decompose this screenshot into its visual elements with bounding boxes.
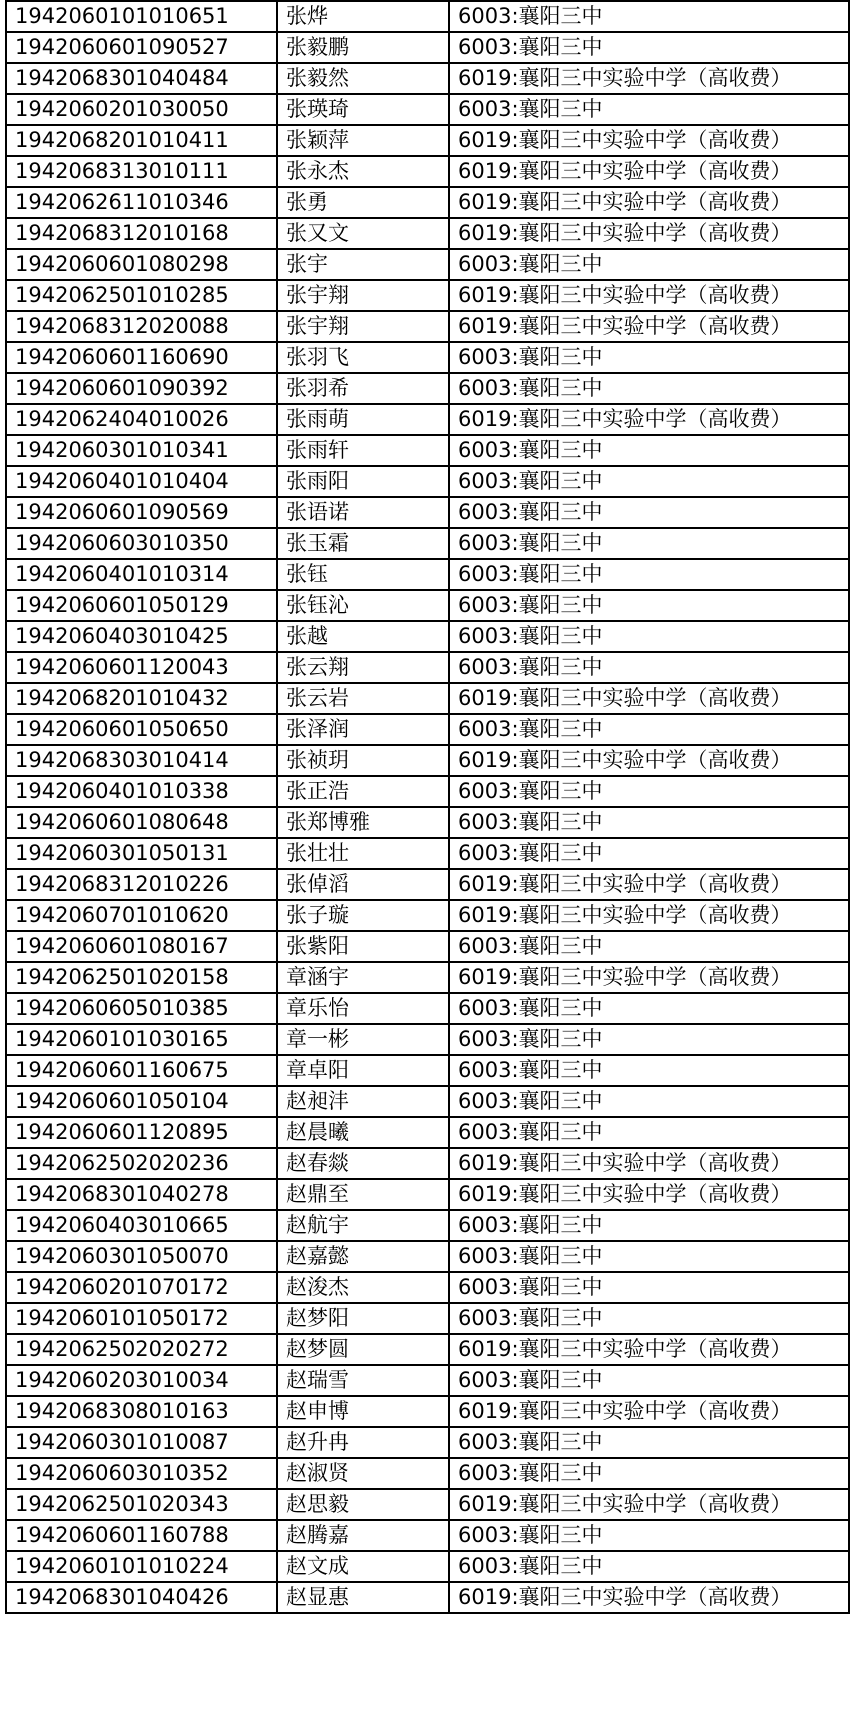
school-cell: 6019:襄阳三中实验中学（高收费） (449, 218, 849, 249)
student-id-cell: 1942062501020158 (6, 962, 277, 993)
student-name-cell: 张玉霜 (277, 528, 449, 559)
table-row (6, 249, 849, 280)
school-cell: 6003:襄阳三中 (449, 621, 849, 652)
table-row (6, 900, 849, 931)
student-id-cell: 1942062404010026 (6, 404, 277, 435)
school-cell: 6003:襄阳三中 (449, 435, 849, 466)
student-id-cell: 1942060601160675 (6, 1055, 277, 1086)
table-row (6, 1055, 849, 1086)
student-name-cell: 赵鼎至 (277, 1179, 449, 1210)
student-name-cell: 张祯玥 (277, 745, 449, 776)
school-cell: 6003:襄阳三中 (449, 1117, 849, 1148)
school-cell: 6019:襄阳三中实验中学（高收费） (449, 1396, 849, 1427)
school-cell: 6003:襄阳三中 (449, 342, 849, 373)
table-row (6, 559, 849, 590)
table-row (6, 993, 849, 1024)
student-id-cell: 1942068301040278 (6, 1179, 277, 1210)
student-name-cell: 张羽希 (277, 373, 449, 404)
school-cell: 6003:襄阳三中 (449, 1303, 849, 1334)
student-name-cell: 张正浩 (277, 776, 449, 807)
student-name-cell: 赵文成 (277, 1551, 449, 1582)
table-row (6, 1365, 849, 1396)
school-cell: 6019:襄阳三中实验中学（高收费） (449, 962, 849, 993)
school-cell: 6003:襄阳三中 (449, 1055, 849, 1086)
student-id-cell: 1942060601050104 (6, 1086, 277, 1117)
student-name-cell: 张钰沁 (277, 590, 449, 621)
school-cell: 6003:襄阳三中 (449, 931, 849, 962)
table-row (6, 1210, 849, 1241)
student-id-cell: 1942060203010034 (6, 1365, 277, 1396)
student-name-cell: 赵升冉 (277, 1427, 449, 1458)
table-row (6, 776, 849, 807)
school-cell: 6003:襄阳三中 (449, 1210, 849, 1241)
school-cell: 6003:襄阳三中 (449, 1427, 849, 1458)
school-cell: 6003:襄阳三中 (449, 1, 849, 32)
student-id-cell: 1942068201010432 (6, 683, 277, 714)
student-name-cell: 张越 (277, 621, 449, 652)
school-cell: 6003:襄阳三中 (449, 559, 849, 590)
student-name-cell: 张毅然 (277, 63, 449, 94)
school-cell: 6019:襄阳三中实验中学（高收费） (449, 156, 849, 187)
table-row (6, 869, 849, 900)
table-row (6, 404, 849, 435)
table-row (6, 714, 849, 745)
student-name-cell: 赵腾嘉 (277, 1520, 449, 1551)
student-id-cell: 1942060601160788 (6, 1520, 277, 1551)
student-id-cell: 1942068308010163 (6, 1396, 277, 1427)
table-row (6, 621, 849, 652)
school-cell: 6019:襄阳三中实验中学（高收费） (449, 125, 849, 156)
student-id-cell: 1942068303010414 (6, 745, 277, 776)
student-id-cell: 1942060601050129 (6, 590, 277, 621)
student-name-cell: 赵春燚 (277, 1148, 449, 1179)
student-id-cell: 1942060101010651 (6, 1, 277, 32)
table-row (6, 1520, 849, 1551)
student-id-cell: 1942060101010224 (6, 1551, 277, 1582)
student-id-cell: 1942060401010338 (6, 776, 277, 807)
school-cell: 6003:襄阳三中 (449, 1272, 849, 1303)
table-row (6, 1551, 849, 1582)
school-cell: 6003:襄阳三中 (449, 1241, 849, 1272)
student-name-cell: 赵梦圆 (277, 1334, 449, 1365)
student-name-cell: 赵申博 (277, 1396, 449, 1427)
table-row (6, 590, 849, 621)
student-id-cell: 1942060701010620 (6, 900, 277, 931)
student-id-cell: 1942060301010087 (6, 1427, 277, 1458)
school-cell: 6003:襄阳三中 (449, 466, 849, 497)
school-cell: 6003:襄阳三中 (449, 94, 849, 125)
school-cell: 6019:襄阳三中实验中学（高收费） (449, 1582, 849, 1613)
roster-body (6, 1, 849, 1613)
school-cell: 6019:襄阳三中实验中学（高收费） (449, 1148, 849, 1179)
school-cell: 6019:襄阳三中实验中学（高收费） (449, 869, 849, 900)
school-cell: 6019:襄阳三中实验中学（高收费） (449, 900, 849, 931)
school-cell: 6003:襄阳三中 (449, 1086, 849, 1117)
table-row (6, 1117, 849, 1148)
table-row (6, 528, 849, 559)
student-name-cell: 张倬滔 (277, 869, 449, 900)
student-id-cell: 1942062611010346 (6, 187, 277, 218)
student-name-cell: 张宇翔 (277, 280, 449, 311)
student-id-cell: 1942068312010168 (6, 218, 277, 249)
student-name-cell: 张语诺 (277, 497, 449, 528)
table-row (6, 94, 849, 125)
table-row (6, 187, 849, 218)
school-cell: 6019:襄阳三中实验中学（高收费） (449, 745, 849, 776)
student-id-cell: 1942062502020236 (6, 1148, 277, 1179)
student-name-cell: 赵思毅 (277, 1489, 449, 1520)
student-name-cell: 张烨 (277, 1, 449, 32)
school-cell: 6003:襄阳三中 (449, 373, 849, 404)
student-name-cell: 张毅鹏 (277, 32, 449, 63)
student-name-cell: 张云岩 (277, 683, 449, 714)
student-name-cell: 张颖萍 (277, 125, 449, 156)
school-cell: 6003:襄阳三中 (449, 528, 849, 559)
student-id-cell: 1942060605010385 (6, 993, 277, 1024)
student-name-cell: 张又文 (277, 218, 449, 249)
school-cell: 6019:襄阳三中实验中学（高收费） (449, 187, 849, 218)
student-name-cell: 张壮壮 (277, 838, 449, 869)
table-row (6, 1272, 849, 1303)
student-id-cell: 1942062502020272 (6, 1334, 277, 1365)
table-row (6, 807, 849, 838)
table-row (6, 1334, 849, 1365)
school-cell: 6003:襄阳三中 (449, 32, 849, 63)
school-cell: 6003:襄阳三中 (449, 249, 849, 280)
student-name-cell: 章卓阳 (277, 1055, 449, 1086)
table-row (6, 1303, 849, 1334)
school-cell: 6003:襄阳三中 (449, 838, 849, 869)
student-name-cell: 张雨萌 (277, 404, 449, 435)
student-name-cell: 赵显惠 (277, 1582, 449, 1613)
school-cell: 6003:襄阳三中 (449, 590, 849, 621)
table-row (6, 156, 849, 187)
school-cell: 6003:襄阳三中 (449, 1365, 849, 1396)
student-id-cell: 1942060201030050 (6, 94, 277, 125)
student-id-cell: 1942060601080167 (6, 931, 277, 962)
student-id-cell: 1942060601090569 (6, 497, 277, 528)
admission-roster-table (5, 0, 850, 1614)
student-name-cell: 张雨轩 (277, 435, 449, 466)
student-id-cell: 1942068201010411 (6, 125, 277, 156)
table-row (6, 838, 849, 869)
table-row (6, 311, 849, 342)
student-name-cell: 赵航宇 (277, 1210, 449, 1241)
table-row (6, 1086, 849, 1117)
student-name-cell: 赵嘉懿 (277, 1241, 449, 1272)
table-row (6, 466, 849, 497)
table-row (6, 683, 849, 714)
student-id-cell: 1942060601090527 (6, 32, 277, 63)
student-id-cell: 1942068313010111 (6, 156, 277, 187)
student-name-cell: 张瑛琦 (277, 94, 449, 125)
table-row (6, 931, 849, 962)
student-name-cell: 张永杰 (277, 156, 449, 187)
table-row (6, 218, 849, 249)
student-id-cell: 1942062501010285 (6, 280, 277, 311)
table-row (6, 1489, 849, 1520)
student-name-cell: 张羽飞 (277, 342, 449, 373)
school-cell: 6003:襄阳三中 (449, 807, 849, 838)
student-name-cell: 张泽润 (277, 714, 449, 745)
school-cell: 6003:襄阳三中 (449, 776, 849, 807)
student-name-cell: 赵淑贤 (277, 1458, 449, 1489)
school-cell: 6019:襄阳三中实验中学（高收费） (449, 63, 849, 94)
student-name-cell: 章一彬 (277, 1024, 449, 1055)
student-id-cell: 1942060301050070 (6, 1241, 277, 1272)
table-row (6, 1458, 849, 1489)
student-id-cell: 1942060301010341 (6, 435, 277, 466)
student-id-cell: 1942060601090392 (6, 373, 277, 404)
student-id-cell: 1942060601050650 (6, 714, 277, 745)
student-name-cell: 章乐怡 (277, 993, 449, 1024)
student-id-cell: 1942060403010425 (6, 621, 277, 652)
school-cell: 6003:襄阳三中 (449, 1024, 849, 1055)
student-id-cell: 1942060101050172 (6, 1303, 277, 1334)
school-cell: 6019:襄阳三中实验中学（高收费） (449, 1334, 849, 1365)
student-name-cell: 张宇翔 (277, 311, 449, 342)
student-id-cell: 1942060603010352 (6, 1458, 277, 1489)
student-id-cell: 1942060601120043 (6, 652, 277, 683)
student-id-cell: 1942060601120895 (6, 1117, 277, 1148)
student-id-cell: 1942060603010350 (6, 528, 277, 559)
table-row (6, 745, 849, 776)
student-name-cell: 张云翔 (277, 652, 449, 683)
table-row (6, 1396, 849, 1427)
student-id-cell: 1942060301050131 (6, 838, 277, 869)
table-row (6, 280, 849, 311)
student-id-cell: 1942068312020088 (6, 311, 277, 342)
student-name-cell: 张紫阳 (277, 931, 449, 962)
student-id-cell: 1942068312010226 (6, 869, 277, 900)
student-id-cell: 1942060401010404 (6, 466, 277, 497)
school-cell: 6019:襄阳三中实验中学（高收费） (449, 1489, 849, 1520)
school-cell: 6003:襄阳三中 (449, 1458, 849, 1489)
school-cell: 6003:襄阳三中 (449, 1551, 849, 1582)
student-name-cell: 张勇 (277, 187, 449, 218)
student-name-cell: 张雨阳 (277, 466, 449, 497)
table-row (6, 342, 849, 373)
table-row (6, 32, 849, 63)
student-name-cell: 赵浚杰 (277, 1272, 449, 1303)
table-row (6, 1427, 849, 1458)
table-row (6, 497, 849, 528)
student-id-cell: 1942060601080298 (6, 249, 277, 280)
table-row (6, 1148, 849, 1179)
table-row (6, 63, 849, 94)
school-cell: 6019:襄阳三中实验中学（高收费） (449, 683, 849, 714)
school-cell: 6019:襄阳三中实验中学（高收费） (449, 280, 849, 311)
student-id-cell: 1942060403010665 (6, 1210, 277, 1241)
table-row (6, 1582, 849, 1613)
student-name-cell: 张钰 (277, 559, 449, 590)
student-id-cell: 1942068301040484 (6, 63, 277, 94)
student-id-cell: 1942060601160690 (6, 342, 277, 373)
table-row (6, 1179, 849, 1210)
table-row (6, 1024, 849, 1055)
student-name-cell: 张宇 (277, 249, 449, 280)
student-name-cell: 赵梦阳 (277, 1303, 449, 1334)
school-cell: 6003:襄阳三中 (449, 652, 849, 683)
student-name-cell: 张郑博雅 (277, 807, 449, 838)
student-name-cell: 章涵宇 (277, 962, 449, 993)
table-row (6, 962, 849, 993)
table-row (6, 435, 849, 466)
student-id-cell: 1942060601080648 (6, 807, 277, 838)
school-cell: 6019:襄阳三中实验中学（高收费） (449, 1179, 849, 1210)
student-id-cell: 1942068301040426 (6, 1582, 277, 1613)
student-name-cell: 赵晨曦 (277, 1117, 449, 1148)
table-row (6, 373, 849, 404)
student-id-cell: 1942062501020343 (6, 1489, 277, 1520)
student-name-cell: 赵瑞雪 (277, 1365, 449, 1396)
student-name-cell: 赵昶沣 (277, 1086, 449, 1117)
school-cell: 6019:襄阳三中实验中学（高收费） (449, 311, 849, 342)
school-cell: 6003:襄阳三中 (449, 1520, 849, 1551)
school-cell: 6003:襄阳三中 (449, 714, 849, 745)
table-row (6, 1, 849, 32)
school-cell: 6003:襄阳三中 (449, 993, 849, 1024)
table-row (6, 652, 849, 683)
student-id-cell: 1942060401010314 (6, 559, 277, 590)
table-row (6, 1241, 849, 1272)
table-row (6, 125, 849, 156)
school-cell: 6019:襄阳三中实验中学（高收费） (449, 404, 849, 435)
student-id-cell: 1942060201070172 (6, 1272, 277, 1303)
student-name-cell: 张子璇 (277, 900, 449, 931)
school-cell: 6003:襄阳三中 (449, 497, 849, 528)
student-id-cell: 1942060101030165 (6, 1024, 277, 1055)
